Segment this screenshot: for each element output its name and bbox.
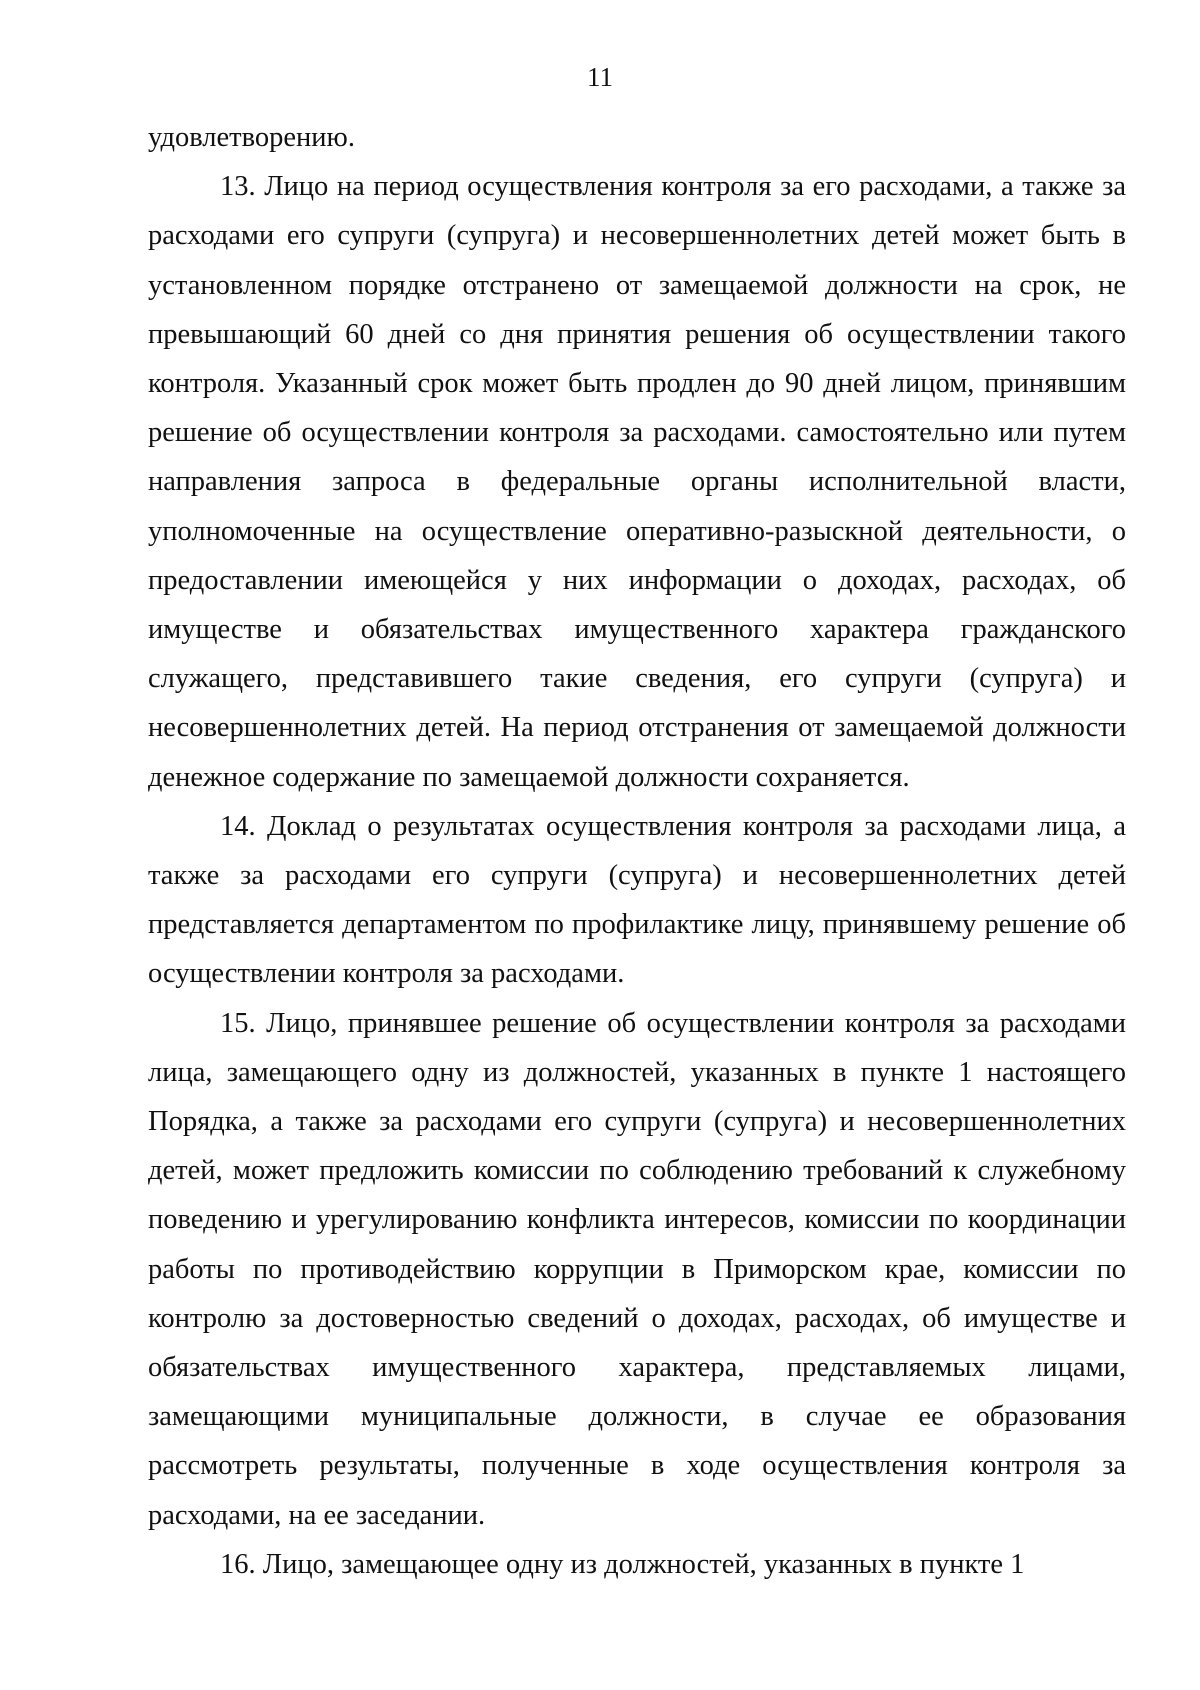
paragraph-item-14: 14. Доклад о результатах осуществления контроля за расходами лица, а также за расходами его супруги (супруга) и несовершеннолетних детей представляется департаментом по профилактике лицу, принявшему решение об осуществлении контроля за расходами.: [148, 810, 1126, 990]
paragraph-continuation: удовлетворению.: [148, 122, 355, 153]
paragraph-item-13: 13. Лицо на период осуществления контроля за его расходами, а также за расходами его супруги (супруга) и несовершеннолетних детей может быть в установленном порядке отстранено от замещаемой должности на срок, не превышающий 60 дней со дня принятия решения об осуществлении такого контроля. Указанный срок может быть продлен до 90 дней лицом, принявшим решение об осуществлении контроля за расходами. самостоятельно или путем направления запроса в федеральные органы исполнительной власти, уполномоченные на осуществление оперативно-разыскной деятельности, о предоставлении имеющейся у них информации о доходах, расходах, об имуществе и обязательствах имущественного характера гражданского служащего, представившего такие сведения, его супруги (супруга) и несовершеннолетних детей. На период отстранения от замещаемой должности денежное содержание по замещаемой должности сохраняется.: [148, 171, 1126, 793]
page-number: 11: [587, 62, 613, 92]
document-body: [148, 113, 1126, 1589]
paragraph-item-15: 15. Лицо, принявшее решение об осуществлении контроля за расходами лица, замещающего одну из должностей, указанных в пункте 1 настоящего Порядка, а также за расходами его супруги (супруга) и несовершеннолетних детей, может предложить комиссии по соблюдению требований к служебному поведению и урегулированию конфликта интересов, комиссии по координации работы по противодействию коррупции в Приморском крае, комиссии по контролю за достоверностью сведений о доходах, расходах, об имуществе и обязательствах имущественного характера, представляемых лицами, замещающими муниципальные должности, в случае ее образования рассмотреть результаты, полученные в ходе осуществления контроля за расходами, на ее заседании.: [148, 1007, 1126, 1531]
paragraph-item-16: 16. Лицо, замещающее одну из должностей, указанных в пункте 1: [220, 1548, 1025, 1580]
